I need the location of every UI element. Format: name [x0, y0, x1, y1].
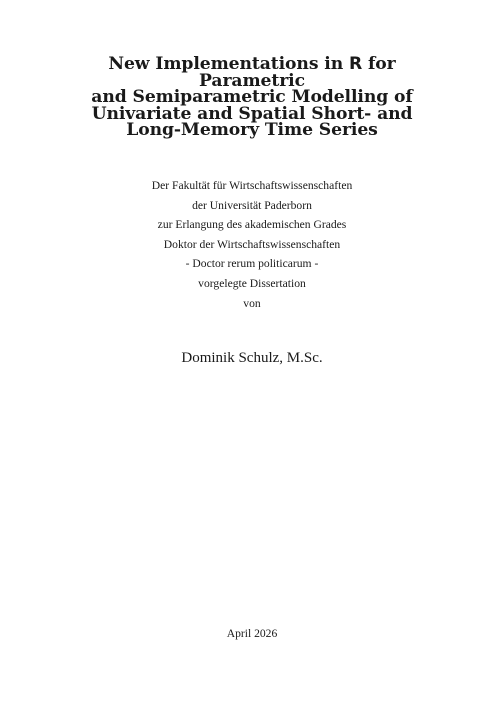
- thesis-title: [60, 56, 444, 139]
- university-line: der Universität Paderborn: [192, 198, 312, 212]
- title-line-1-start: New Implementations in: [108, 54, 349, 74]
- submission-date: April 2026: [226, 627, 278, 640]
- dissertation-line: vorgelegte Dissertation: [198, 276, 306, 290]
- author-name: Dominik Schulz, M.Sc.: [181, 350, 323, 366]
- title-line-2: and Semiparametric Modelling of: [91, 87, 413, 108]
- by-line: von: [243, 296, 261, 310]
- title-line-1-end: for Parametric: [199, 54, 396, 91]
- title-line-4: Long-Memory Time Series: [126, 120, 378, 141]
- title-line-1: [60, 56, 444, 89]
- purpose-line: zur Erlangung des akademischen Grades: [157, 218, 347, 232]
- faculty-line: Der Fakultät für Wirtschaftswissenschaften: [151, 179, 353, 192]
- title-line-3: Univariate and Spatial Short- and: [91, 103, 413, 124]
- degree-latin-line: - Doctor rerum politicarum -: [185, 257, 319, 271]
- degree-line: Doktor der Wirtschaftswissenschaften: [163, 237, 341, 251]
- submission-statement: [100, 176, 404, 313]
- r-language-mark: R: [348, 54, 363, 74]
